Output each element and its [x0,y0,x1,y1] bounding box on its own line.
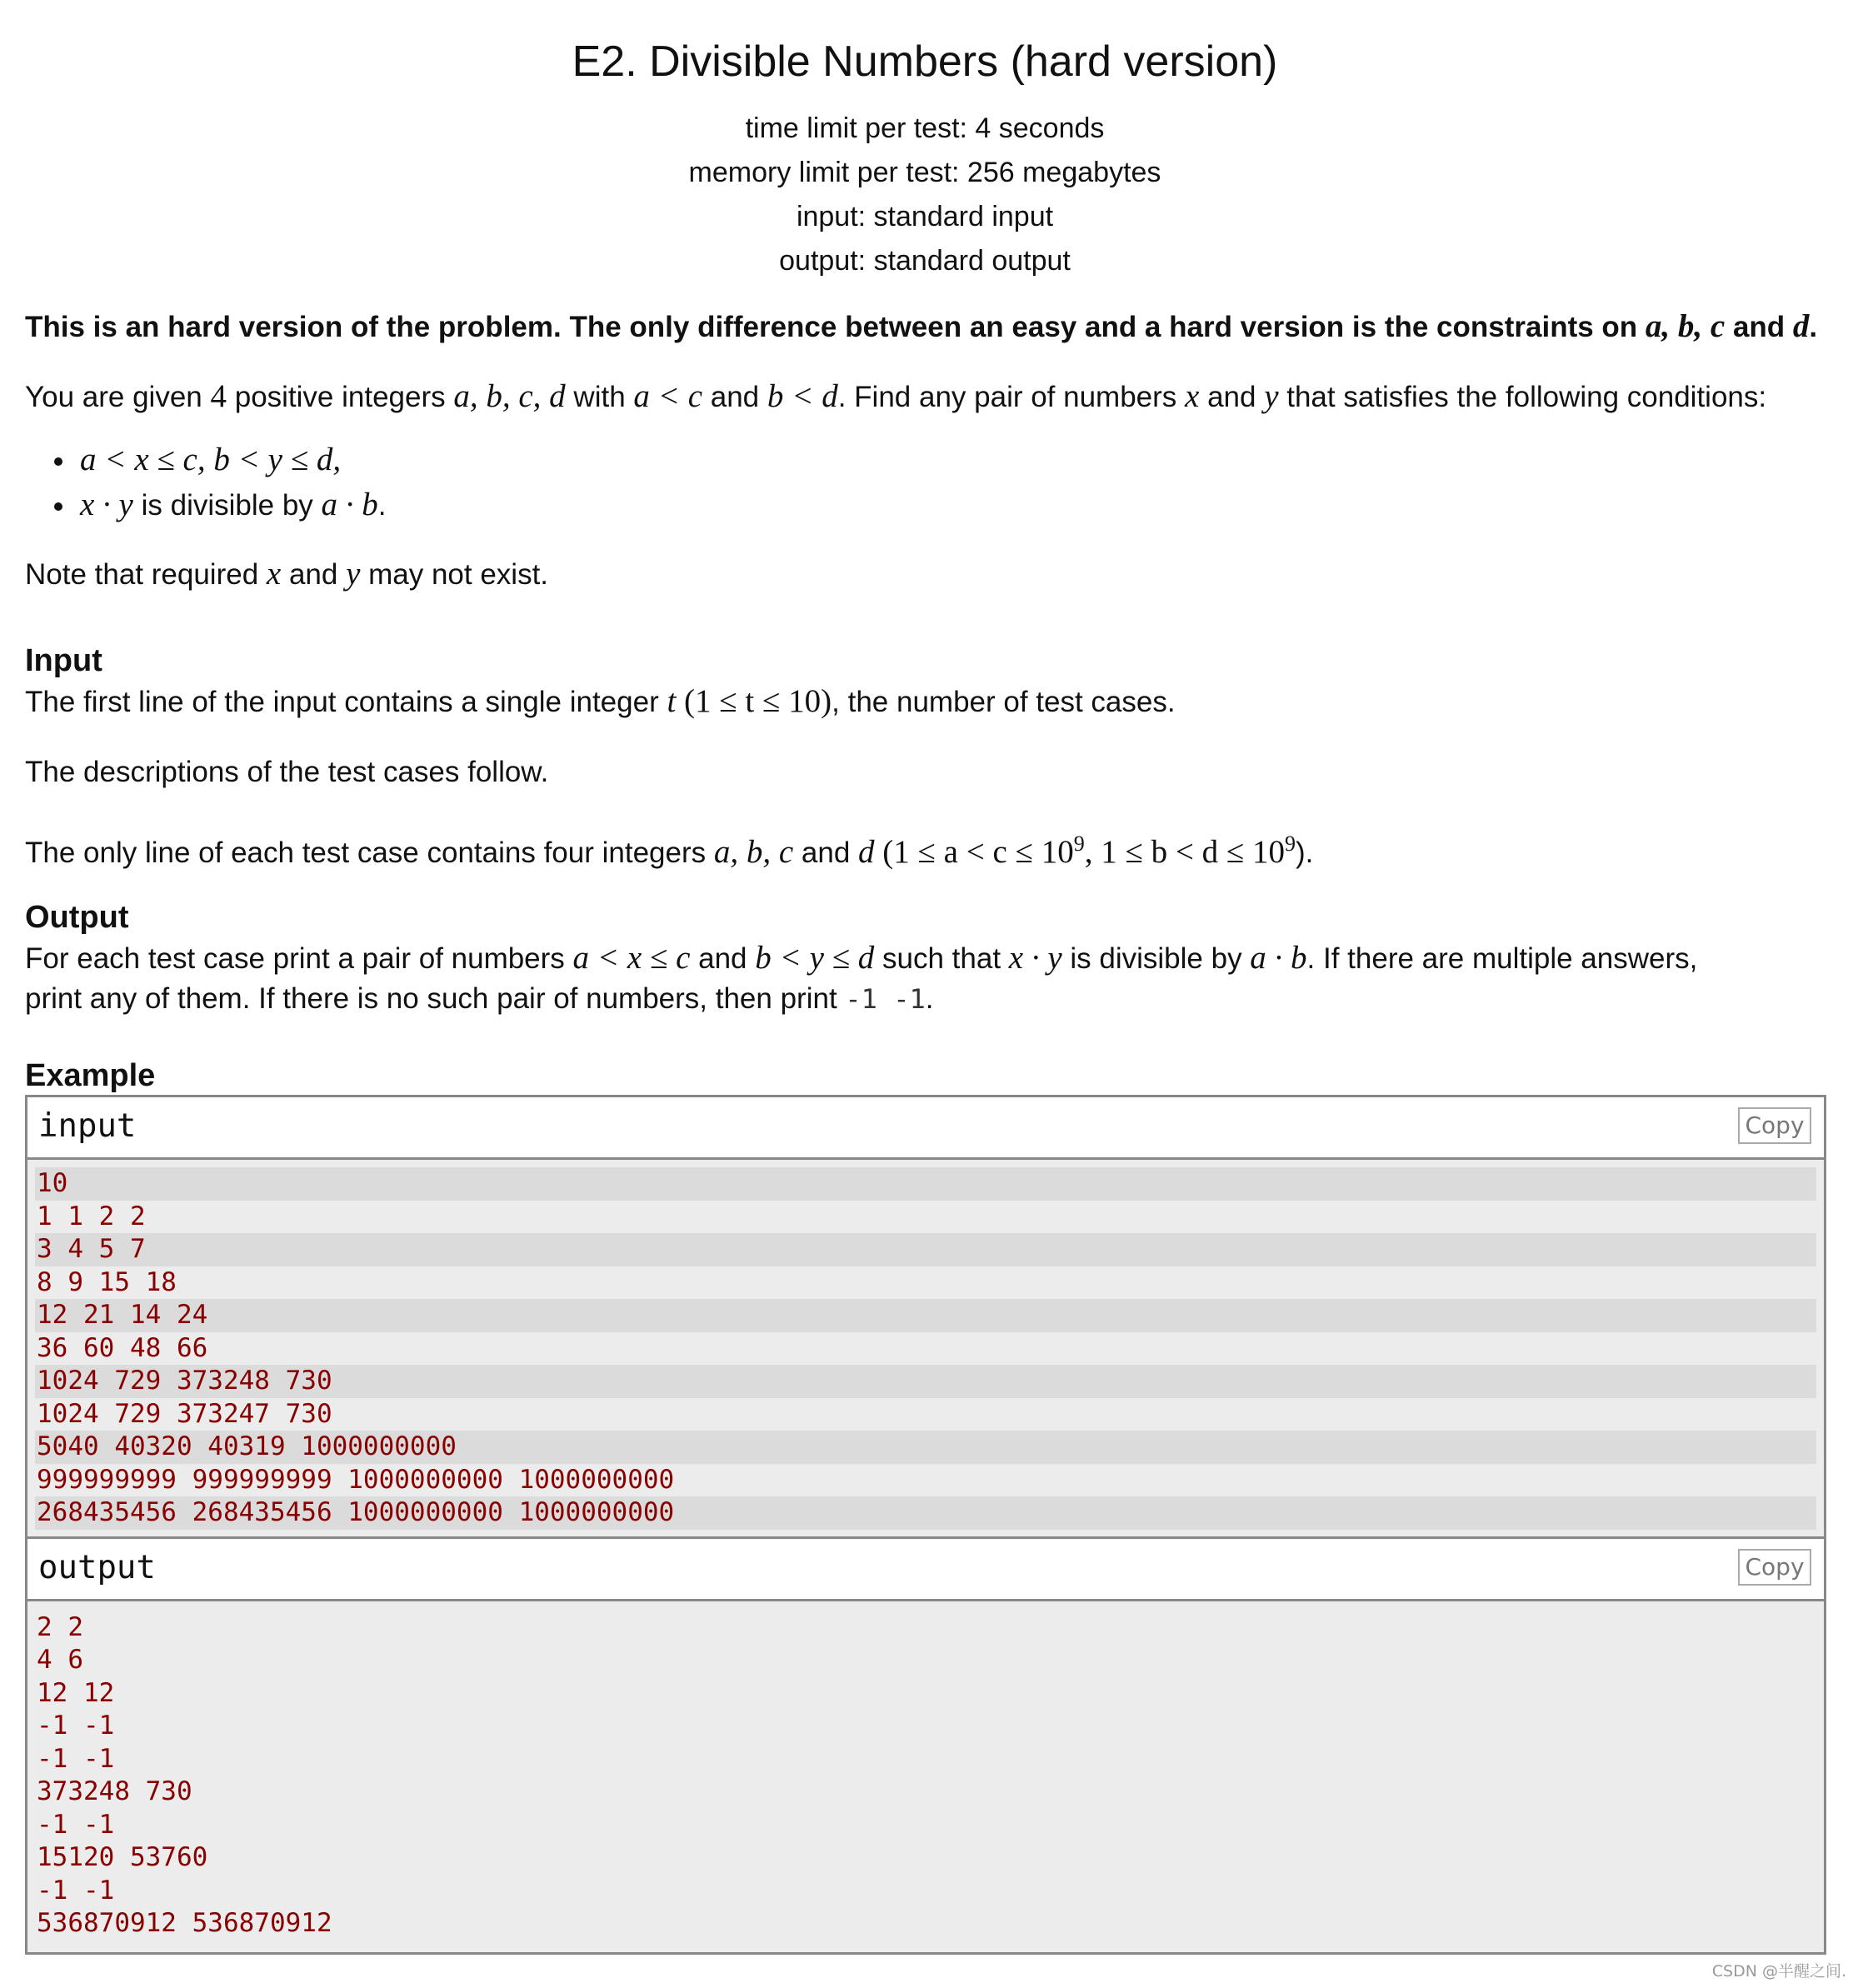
input-line: 36 60 48 66 [37,1332,208,1363]
output-line: 15120 53760 [37,1842,208,1872]
output-line: -1 -1 [37,1809,115,1840]
input-line: 1 1 2 2 [37,1201,146,1231]
output-line: 2 2 [37,1611,83,1642]
input-line: 5040 40320 40319 1000000000 [35,1431,1816,1464]
hard-version-note: This is an hard version of the problem. The only difference between an easy and a hard version is the constraints on a, b, c and d. [25,308,1818,344]
sample-output-title: output [38,1548,156,1586]
input-p2: The descriptions of the test cases follow. [25,756,549,788]
output-line: 4 6 [37,1645,83,1675]
output-line: -1 -1 [37,1875,115,1906]
sample-input-title: input [38,1107,137,1145]
watermark: CSDN @半醒之间. [1711,1962,1846,1981]
output-line: -1 -1 [37,1743,115,1774]
example-heading: Example [25,1058,156,1093]
given-paragraph: You are given 4 positive integers a, b, c, d with a < c and b < d. Find any pair of numbers x and y that satisfies the following conditions: [25,378,1767,414]
output-line: 536870912 536870912 [37,1908,332,1938]
condition-range: • a < x ≤ c, b < y ≤ d, [77,437,1825,482]
output-line: -1 -1 [37,1711,115,1741]
input-line: 12 21 14 24 [35,1299,1816,1332]
output-p2: print any of them. If there is no such pair of numbers, then print -1 -1. [25,982,934,1015]
sample-input-box [25,1095,1826,1955]
input-p3: The only line of each test case contains four integers a, b, c and d ($1 \le a < c \le 10^9$, $1 \le b < d \le 10^9$). [25,832,1314,870]
problem-title: E2. Divisible Numbers (hard version) [572,37,1278,86]
input-line: 10 [35,1167,1816,1201]
condition-divisible: • x · y is divisible by a · b. [77,482,1825,527]
problem-limits [25,107,1825,283]
note-paragraph: Note that required x and y may not exist. [25,556,549,592]
input-type: input: standard input [796,201,1054,232]
conditions-list [25,437,1825,527]
input-heading: Input [25,643,102,678]
input-line: 999999999 999999999 1000000000 1000000000 [37,1464,675,1495]
output-line: 12 12 [37,1677,115,1708]
output-heading: Output [25,900,129,935]
input-line: 3 4 5 7 [35,1233,1816,1266]
output-specification [25,898,1825,1019]
sample-input-content[interactable] [27,1160,1824,1536]
output-line: 373248 730 [37,1776,192,1806]
problem-statement [25,0,1825,1093]
copy-input-button[interactable]: Copy [1738,1107,1811,1144]
sample-output-header [27,1536,1824,1601]
input-line: 8 9 15 18 [37,1266,177,1297]
input-p1: The first line of the input contains a single integer t (1 ≤ t ≤ 10), the number of test cases. [25,683,1176,719]
input-specification [25,642,1825,873]
sample-output-content[interactable] [27,1601,1824,1952]
input-line: 1024 729 373248 730 [35,1365,1816,1398]
input-line: 268435456 268435456 1000000000 1000000000 [35,1496,1816,1530]
output-p1: For each test case print a pair of numbers a < x ≤ c and b < y ≤ d such that x · y is divisible by a · b. If there are multiple answers, [25,940,1698,976]
legend [25,307,1825,595]
input-line: 1024 729 373247 730 [37,1398,332,1429]
memory-limit: memory limit per test: 256 megabytes [688,157,1161,188]
output-type: output: standard output [779,245,1071,277]
time-limit: time limit per test: 4 seconds [745,112,1105,144]
sample-input-header [27,1097,1824,1160]
copy-output-button[interactable]: Copy [1738,1549,1811,1586]
